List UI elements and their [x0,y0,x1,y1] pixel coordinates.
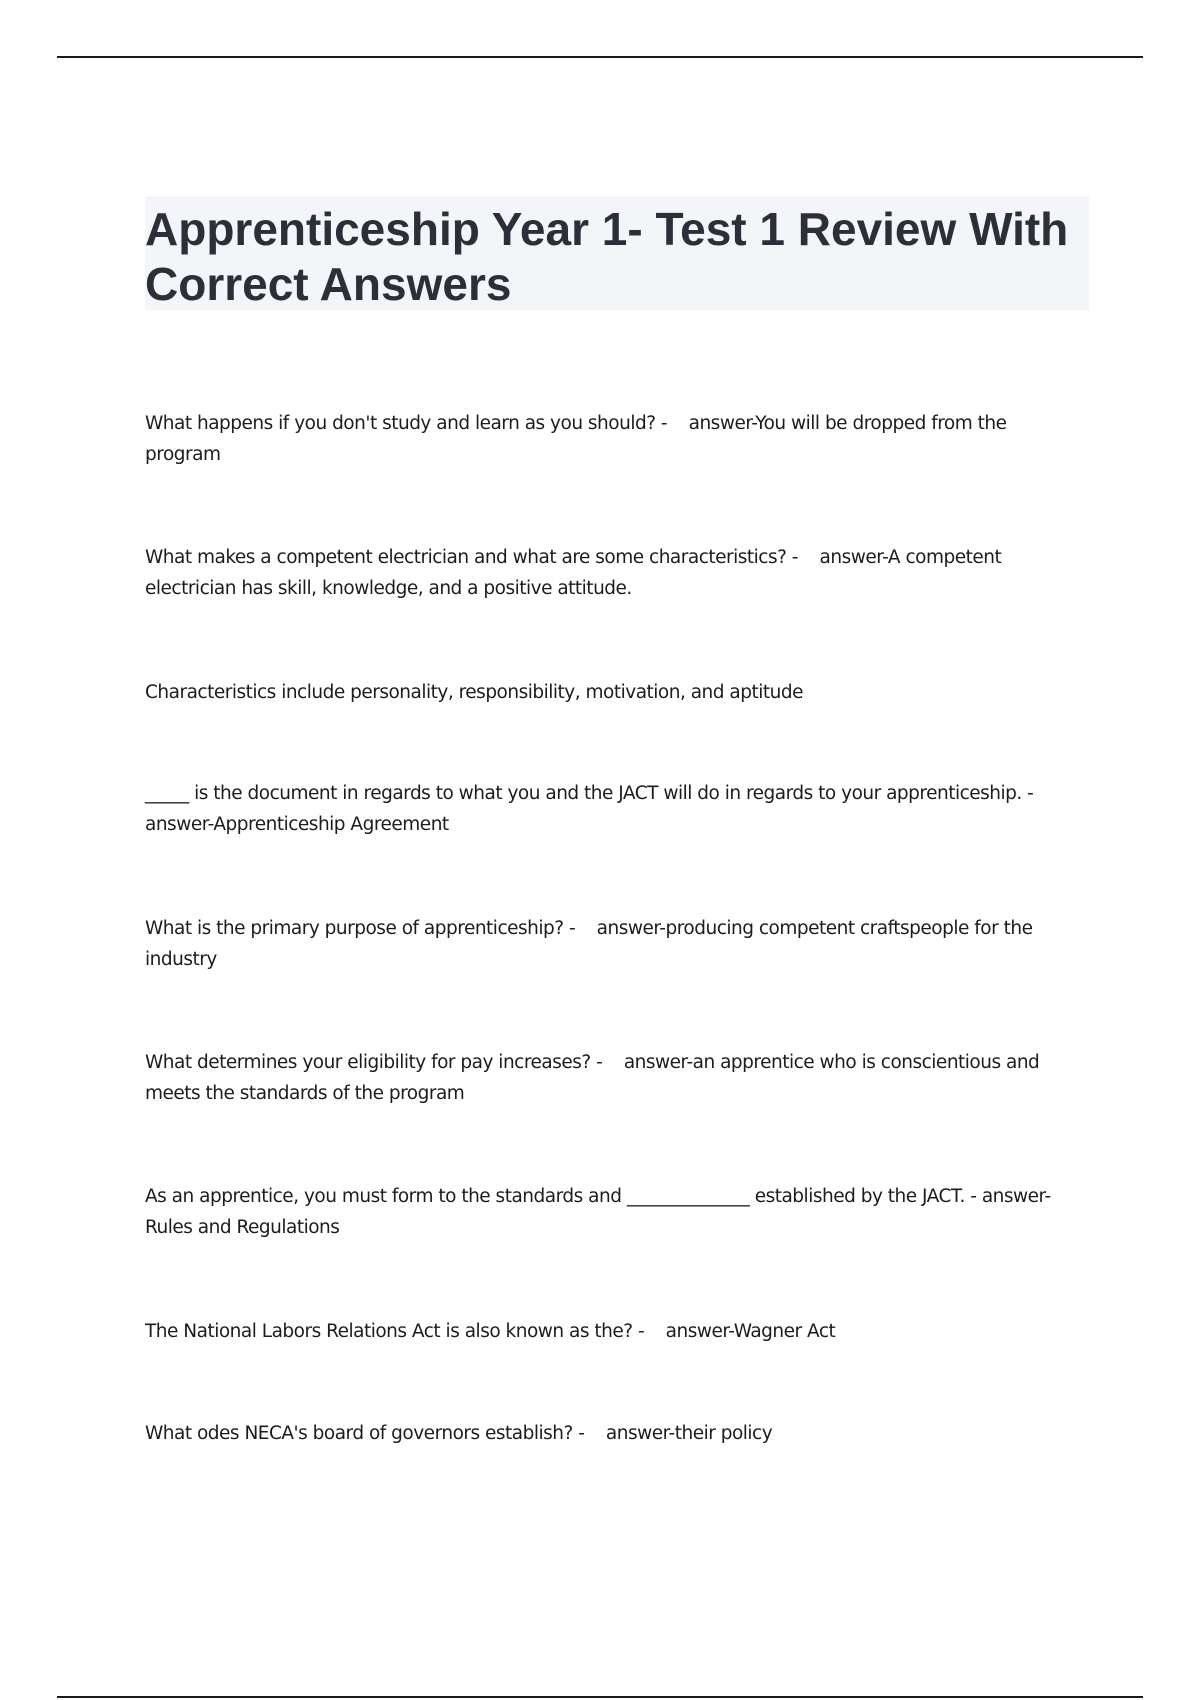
answer-text: answer-Apprenticeship Agreement [145,814,449,835]
answer-text: answer-producing competent craftspeople for the industry [145,918,1033,970]
answer-text: answer-Wagner Act [665,1321,836,1342]
question-text: What determines your eligibility for pay increases? - [145,1052,603,1073]
answer-text: answer-Rules and Regulations [145,1186,1051,1238]
qa-item-8 [145,1316,1075,1347]
question-text: The National Labors Relations Act is also known as the? - [145,1321,645,1342]
body-text: Characteristics include personality, responsibility, motivation, and aptitude [145,682,803,703]
question-text: _____ is the document in regards to what you and the JACT will do in regards to your apprenticeship. - [145,783,1034,804]
answer-text: answer-You will be dropped from the program [145,413,1007,465]
question-text: What makes a competent electrician and what are some characteristics? - [145,547,798,568]
qa-item-5 [145,913,1075,975]
question-text: As an apprentice, you must form to the standards and ______________ established by the JACT. - [145,1186,977,1207]
qa-item-6 [145,1047,1075,1109]
document-title: Apprenticeship Year 1- Test 1 Review With Correct Answers [145,203,1069,310]
qa-item-2 [145,542,1075,604]
qa-item-7 [145,1181,1075,1243]
answer-text: answer-A competent electrician has skill, knowledge, and a positive attitude. [145,547,1002,599]
top-divider [57,56,1143,58]
qa-item-4 [145,778,1075,840]
qa-item-9 [145,1418,1075,1449]
title-banner [145,196,1089,310]
answer-text: answer-an apprentice who is conscientious and meets the standards of the program [145,1052,1040,1104]
question-text: What odes NECA's board of governors establish? - [145,1423,585,1444]
bottom-divider [57,1696,1143,1698]
answer-text: answer-their policy [605,1423,773,1444]
qa-item-3 [145,677,1075,708]
question-text: What happens if you don't study and learn as you should? - [145,413,668,434]
qa-item-1 [145,408,1075,470]
question-text: What is the primary purpose of apprenticeship? - [145,918,576,939]
